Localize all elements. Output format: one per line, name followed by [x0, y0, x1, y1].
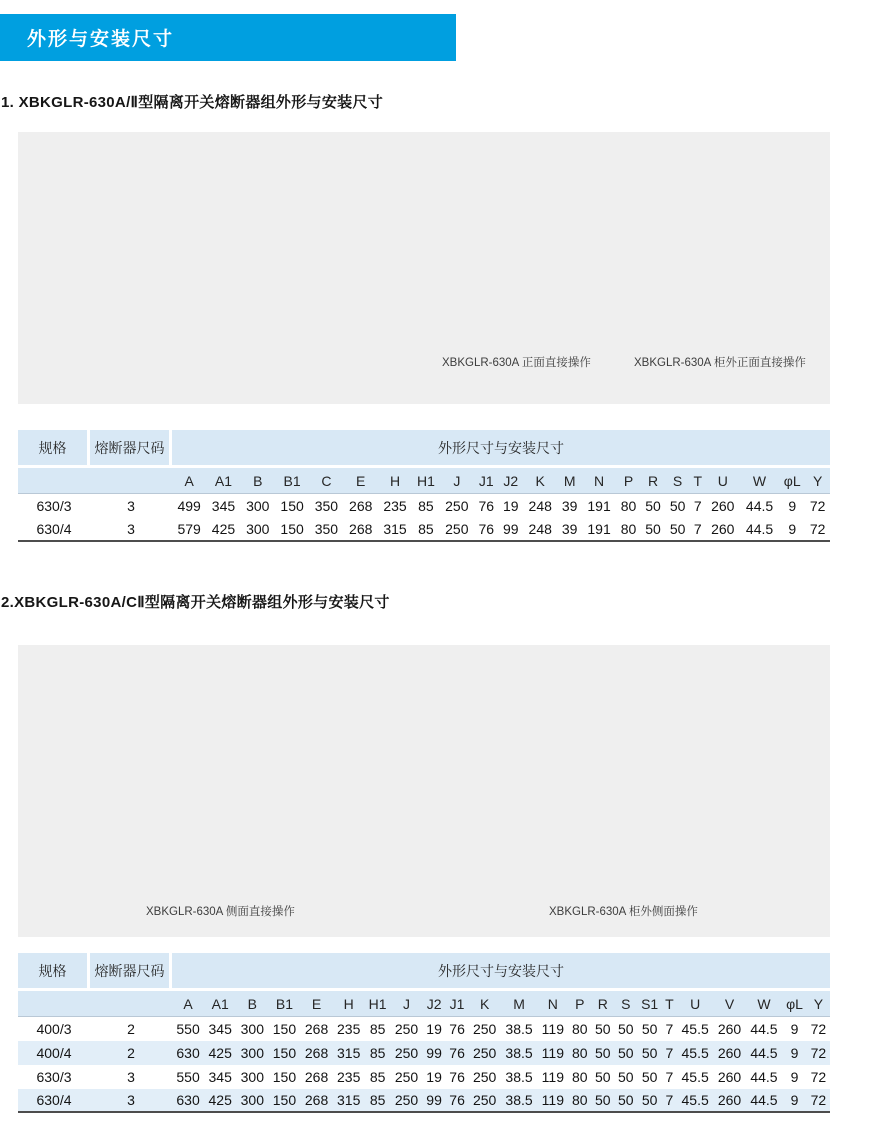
dim-value-cell: 45.5 [681, 1069, 709, 1085]
dim-column-header: H [378, 468, 412, 494]
dim-value-cell: 268 [304, 1069, 329, 1085]
dim-value-cell: 72 [807, 1089, 830, 1113]
dim-value-cell: 425 [204, 1089, 236, 1113]
dim-value-cell: 268 [301, 1089, 333, 1113]
dim-value-cell: 39 [557, 518, 582, 542]
dim-value-cell: 72 [810, 1021, 827, 1037]
dim-value-cell: 550 [176, 1069, 200, 1085]
dim-column-header: A [172, 468, 206, 494]
dim-value-cell: 7 [665, 1069, 674, 1085]
dim-column-header: R [641, 468, 666, 494]
dim-value-cell: 76 [446, 1089, 469, 1113]
empty-subheader-cell [18, 991, 90, 1017]
dim-value-cell: 9 [782, 1041, 807, 1065]
dim-value-cell: 345 [208, 1021, 232, 1037]
figure-caption-side-direct: XBKGLR-630A 侧面直接操作 [146, 906, 295, 918]
dim-column-header: φL [782, 991, 807, 1017]
dim-value-cell: 38.5 [505, 1021, 533, 1037]
dim-value-cell: 345 [208, 1069, 232, 1085]
dim-value-cell: 315 [378, 518, 412, 542]
dim-value-cell: 76 [446, 1041, 469, 1065]
dim-value-cell: 250 [469, 1041, 501, 1065]
dim-value-cell: 50 [614, 1041, 637, 1065]
dim-column-header: Y [805, 468, 830, 494]
dim-value-cell: 150 [280, 498, 304, 514]
dim-value-cell: 50 [637, 1089, 662, 1113]
dim-column-header: P [616, 468, 641, 494]
dim-value-cell: 45.5 [677, 1089, 714, 1113]
dim-column-header: A [172, 991, 204, 1017]
dim-value-cell: 248 [528, 498, 552, 514]
dim-value-cell: 150 [275, 518, 309, 542]
dim-value-cell: 50 [591, 1041, 614, 1065]
dim-value-cell: 44.5 [740, 518, 779, 542]
dim-column-header: N [582, 468, 616, 494]
spec-cell: 630/3 [36, 1069, 72, 1085]
dim-value-cell: 150 [268, 1089, 300, 1113]
dim-value-cell: 80 [571, 1021, 588, 1037]
dim-value-cell: 72 [805, 518, 830, 542]
dim-value-cell: 50 [641, 1021, 658, 1037]
dim-value-cell: 80 [620, 498, 637, 514]
dim-value-cell: 579 [172, 518, 206, 542]
dim-column-header: U [677, 991, 714, 1017]
dimension-letters-row [18, 468, 830, 494]
fuse-size-cell: 3 [127, 1069, 135, 1085]
fuse-size-cell: 3 [90, 1089, 172, 1113]
dim-value-cell: 7 [693, 498, 702, 514]
dim-value-cell: 45.5 [681, 1021, 709, 1037]
dim-value-cell: 425 [204, 1041, 236, 1065]
dim-column-header: J [440, 468, 474, 494]
dim-column-header: A1 [206, 468, 240, 494]
dim-value-cell: 99 [423, 1089, 446, 1113]
dim-value-cell: 19 [503, 498, 519, 514]
dim-value-cell: 9 [782, 1089, 807, 1113]
spec-cell: 630/3 [36, 498, 72, 514]
dim-value-cell: 235 [383, 498, 407, 514]
fuse-size-column-header: 熔断器尺码 [90, 953, 172, 991]
dim-value-cell: 300 [241, 518, 275, 542]
dim-value-cell: 191 [582, 518, 616, 542]
dim-column-header: H1 [365, 991, 391, 1017]
dim-column-header: R [591, 991, 614, 1017]
dim-value-cell: 250 [394, 1021, 419, 1037]
dim-value-cell: 268 [349, 498, 373, 514]
figure-side-operation-drawings [18, 645, 830, 937]
dim-value-cell: 72 [809, 498, 826, 514]
dim-column-header: B1 [268, 991, 300, 1017]
dim-value-cell: 150 [272, 1069, 297, 1085]
dim-value-cell: 260 [713, 1089, 745, 1113]
dim-value-cell: 50 [594, 1021, 611, 1037]
dim-value-cell: 250 [472, 1021, 497, 1037]
empty-subheader-cell [90, 468, 172, 494]
dim-value-cell: 19 [426, 1069, 442, 1085]
dim-value-cell: 250 [440, 518, 474, 542]
dim-value-cell: 260 [706, 518, 740, 542]
dim-value-cell: 250 [390, 1089, 422, 1113]
dim-value-cell: 85 [412, 518, 439, 542]
fuse-size-cell: 3 [127, 498, 135, 514]
dim-value-cell: 50 [617, 1069, 634, 1085]
spec-column-header: 规格 [18, 953, 90, 991]
dim-value-cell: 85 [369, 1021, 386, 1037]
fuse-size-column-header: 熔断器尺码 [90, 430, 172, 468]
dim-value-cell: 50 [617, 1021, 634, 1037]
table-row [18, 1065, 830, 1089]
dim-value-cell: 99 [499, 518, 524, 542]
dim-value-cell: 76 [449, 1069, 465, 1085]
dim-value-cell: 50 [614, 1089, 637, 1113]
dim-column-header: K [469, 991, 501, 1017]
empty-subheader-cell [90, 991, 172, 1017]
dim-column-header: M [501, 991, 538, 1017]
dim-value-cell: 300 [236, 1041, 268, 1065]
figure-caption-cabinet-front-direct: XBKGLR-630A 柜外正面直接操作 [634, 357, 806, 369]
dim-value-cell: 50 [594, 1069, 611, 1085]
dim-value-cell: 38.5 [501, 1089, 538, 1113]
dim-column-header: H [333, 991, 365, 1017]
dim-value-cell: 191 [587, 498, 611, 514]
dim-value-cell: 268 [304, 1021, 329, 1037]
fuse-size-cell: 2 [90, 1041, 172, 1065]
dim-value-cell: 350 [309, 518, 343, 542]
dim-value-cell: 235 [337, 1021, 361, 1037]
dim-value-cell: 50 [641, 1069, 658, 1085]
dim-value-cell: 499 [177, 498, 201, 514]
dim-column-header: E [301, 991, 333, 1017]
dim-value-cell: 85 [365, 1041, 391, 1065]
dim-value-cell: 250 [472, 1069, 497, 1085]
dim-value-cell: 38.5 [505, 1069, 533, 1085]
dim-column-header: φL [779, 468, 805, 494]
dim-value-cell: 76 [449, 1021, 465, 1037]
section-banner [0, 14, 456, 61]
dim-value-cell: 50 [645, 498, 661, 514]
dimensions-table-1 [18, 430, 830, 542]
banner-title: 外形与安装尺寸 [27, 29, 175, 50]
table-header-row [18, 953, 830, 991]
dim-value-cell: 9 [788, 498, 797, 514]
dim-value-cell: 250 [394, 1069, 419, 1085]
dim-column-header: J [390, 991, 422, 1017]
dimensions-table-2 [18, 953, 830, 1113]
dim-column-header: U [706, 468, 740, 494]
dim-value-cell: 300 [240, 1069, 264, 1085]
dim-value-cell: 300 [246, 498, 270, 514]
dim-value-cell: 44.5 [746, 1041, 783, 1065]
dim-value-cell: 9 [790, 1069, 799, 1085]
figure-caption-front-direct: XBKGLR-630A 正面直接操作 [442, 357, 591, 369]
dim-value-cell: 7 [690, 518, 706, 542]
dim-column-header: B [241, 468, 275, 494]
dim-value-cell: 50 [637, 1041, 662, 1065]
dim-value-cell: 630 [172, 1089, 204, 1113]
dim-value-cell: 119 [537, 1041, 568, 1065]
dim-column-header: T [690, 468, 706, 494]
dim-column-header: H1 [412, 468, 439, 494]
dim-value-cell: 9 [790, 1021, 799, 1037]
dim-value-cell: 119 [541, 1021, 564, 1037]
dim-value-cell: 50 [665, 518, 690, 542]
dim-value-cell: 345 [211, 498, 236, 514]
dim-value-cell: 315 [333, 1089, 365, 1113]
dim-value-cell: 250 [390, 1041, 422, 1065]
dim-column-header: S1 [637, 991, 662, 1017]
dim-column-header: J1 [474, 468, 499, 494]
figure-front-operation-drawings [18, 132, 830, 404]
dim-value-cell: 150 [272, 1021, 297, 1037]
dim-value-cell: 7 [662, 1089, 677, 1113]
dim-value-cell: 99 [423, 1041, 446, 1065]
dim-value-cell: 260 [717, 1021, 742, 1037]
dim-value-cell: 119 [541, 1069, 564, 1085]
dim-value-cell: 550 [176, 1021, 200, 1037]
dim-column-header: B1 [275, 468, 309, 494]
dim-value-cell: 260 [717, 1069, 742, 1085]
dim-value-cell: 268 [344, 518, 378, 542]
spec-cell: 400/4 [18, 1041, 90, 1065]
table-header-row [18, 430, 830, 468]
dim-column-header: Y [807, 991, 830, 1017]
dim-column-header: P [568, 991, 591, 1017]
dim-value-cell: 72 [807, 1041, 830, 1065]
dim-column-header: N [537, 991, 568, 1017]
dim-value-cell: 80 [571, 1069, 588, 1085]
dim-value-cell: 250 [445, 498, 469, 514]
spec-cell: 630/4 [18, 518, 90, 542]
dim-column-header: B [236, 991, 268, 1017]
dim-value-cell: 300 [236, 1089, 268, 1113]
dim-value-cell: 350 [314, 498, 339, 514]
table-row [18, 1041, 830, 1065]
dim-column-header: S [665, 468, 690, 494]
dim-column-header: J1 [446, 991, 469, 1017]
dim-column-header: V [713, 991, 745, 1017]
dim-column-header: J2 [499, 468, 524, 494]
dim-value-cell: 45.5 [677, 1041, 714, 1065]
dim-value-cell: 44.5 [750, 1021, 778, 1037]
dim-value-cell: 50 [591, 1089, 614, 1113]
dim-column-header: C [309, 468, 343, 494]
dim-column-header: J2 [423, 991, 446, 1017]
dim-value-cell: 38.5 [501, 1041, 538, 1065]
dim-value-cell: 76 [478, 498, 495, 514]
dim-value-cell: 72 [810, 1069, 827, 1085]
dim-value-cell: 19 [426, 1021, 442, 1037]
dim-column-header: W [746, 991, 783, 1017]
dim-column-header: T [662, 991, 677, 1017]
figure-caption-cabinet-side: XBKGLR-630A 柜外侧面操作 [549, 906, 698, 918]
dim-value-cell: 250 [469, 1089, 501, 1113]
dim-value-cell: 7 [662, 1041, 677, 1065]
table-row [18, 1089, 830, 1113]
dim-value-cell: 119 [537, 1089, 568, 1113]
dim-value-cell: 425 [206, 518, 240, 542]
dim-value-cell: 44.5 [746, 1089, 783, 1113]
dim-value-cell: 85 [365, 1089, 391, 1113]
dim-value-cell: 630 [172, 1041, 204, 1065]
dimension-letters-row [18, 991, 830, 1017]
dim-value-cell: 44.5 [750, 1069, 778, 1085]
dim-value-cell: 268 [301, 1041, 333, 1065]
section-2-title: 2.XBKGLR-630A/CⅡ型隔离开关熔断器组外形与安装尺寸 [1, 594, 390, 611]
spec-cell: 630/4 [18, 1089, 90, 1113]
spec-column-header: 规格 [18, 430, 90, 468]
dim-value-cell: 315 [333, 1041, 365, 1065]
dim-column-header: K [523, 468, 557, 494]
empty-subheader-cell [18, 468, 90, 494]
spec-cell: 400/3 [36, 1021, 72, 1037]
dim-value-cell: 50 [641, 518, 666, 542]
dim-value-cell: 235 [337, 1069, 361, 1085]
fuse-size-cell: 3 [90, 518, 172, 542]
dim-value-cell: 85 [418, 498, 434, 514]
dim-column-header: M [557, 468, 582, 494]
dim-value-cell: 260 [711, 498, 735, 514]
dim-value-cell: 85 [369, 1069, 386, 1085]
dim-column-header: E [344, 468, 378, 494]
dim-value-cell: 9 [779, 518, 805, 542]
dim-value-cell: 76 [474, 518, 499, 542]
table-row [18, 494, 830, 518]
dimensions-span-header: 外形尺寸与安装尺寸 [172, 430, 830, 468]
dim-column-header: A1 [204, 991, 236, 1017]
dim-value-cell: 260 [713, 1041, 745, 1065]
dim-value-cell: 50 [669, 498, 686, 514]
dim-value-cell: 7 [665, 1021, 674, 1037]
dim-value-cell: 248 [523, 518, 557, 542]
dim-column-header: W [740, 468, 779, 494]
dimensions-span-header: 外形尺寸与安装尺寸 [172, 953, 830, 991]
dim-value-cell: 300 [240, 1021, 264, 1037]
dim-value-cell: 80 [616, 518, 641, 542]
dim-value-cell: 150 [268, 1041, 300, 1065]
dim-column-header: S [614, 991, 637, 1017]
dim-value-cell: 80 [568, 1089, 591, 1113]
table-row [18, 1017, 830, 1041]
fuse-size-cell: 2 [127, 1021, 135, 1037]
section-1-title: 1. XBKGLR-630A/Ⅱ型隔离开关熔断器组外形与安装尺寸 [1, 94, 384, 111]
table-row [18, 518, 830, 542]
dim-value-cell: 44.5 [745, 498, 774, 514]
dim-value-cell: 80 [568, 1041, 591, 1065]
dim-value-cell: 39 [561, 498, 578, 514]
